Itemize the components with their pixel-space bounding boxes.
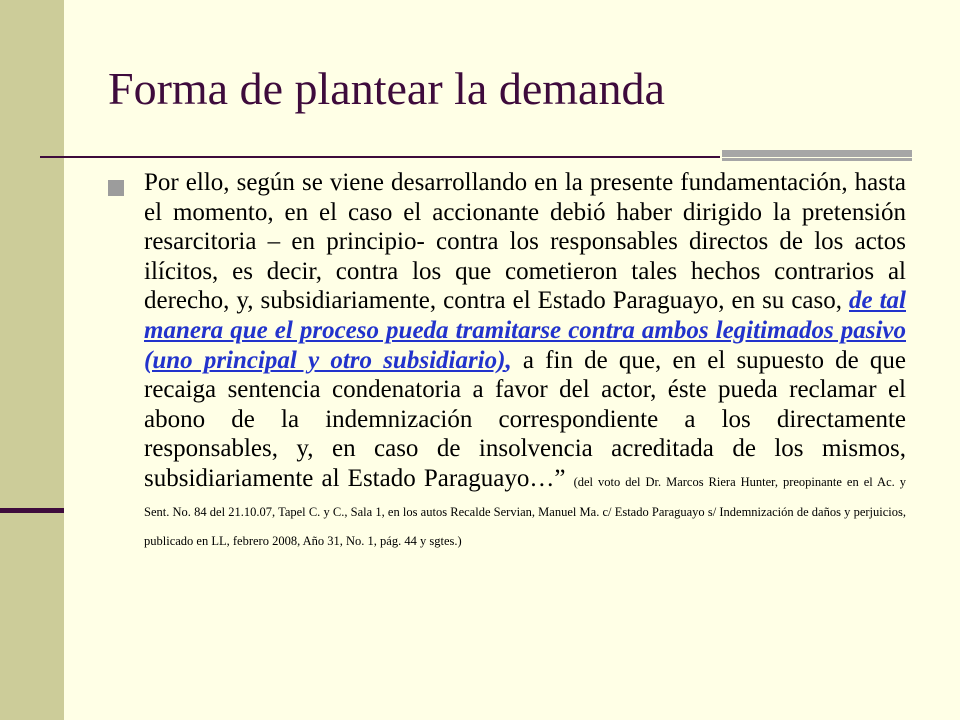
body-text-after-link: a fin de que, en el supuesto de que recaiga sentencia condenatoria a favor del actor, éste pueda reclamar el abono de la indemnización correspondiente a los directamente responsables, y, en caso de insolvencia acreditada de los mismos, subsidiariamente al Estado Paraguayo…” [144,346,907,492]
left-band-marker [0,508,64,513]
slide-title: Forma de plantear la demanda [108,63,665,114]
title-underline-rule [40,156,720,158]
accent-bar-bottom [722,158,912,161]
body-text-before-link: Por ello, según se viene desarrollando en la presente fundamentación, hasta el momento, en el caso el accionante debió haber dirigido la pretensión resarcitoria – en principio- contra los responsables directos de los actos ilícitos, es decir, contra los que cometieron tales hechos contrarios al derecho, y, subsidiariamente, contra el Estado Paraguayo, en su caso, [144,169,906,315]
body-link-suffix: , [505,346,512,374]
accent-bar-top [722,150,912,157]
square-bullet-icon [108,180,124,196]
body-paragraph [144,168,906,553]
citation-text: (del voto del Dr. Marcos Riera Hunter, preopinante en el Ac. y Sent. No. 84 del 21.10.07, Tapel C. y C., Sala 1, en los autos Recalde Servian, Manuel Ma. c/ Estado Paraguayo s/ Indemnización de daños y perjuicios, publicado en LL, febrero 2008, Año 31, No. 1, pág. 44 y sgtes.) [144,474,906,549]
body-highlight-link[interactable]: de tal manera que el proceso pueda tramitarse contra ambos legitimados pasivo (uno principal y otro subsidiario) [144,287,906,374]
left-decorative-band [0,0,64,720]
